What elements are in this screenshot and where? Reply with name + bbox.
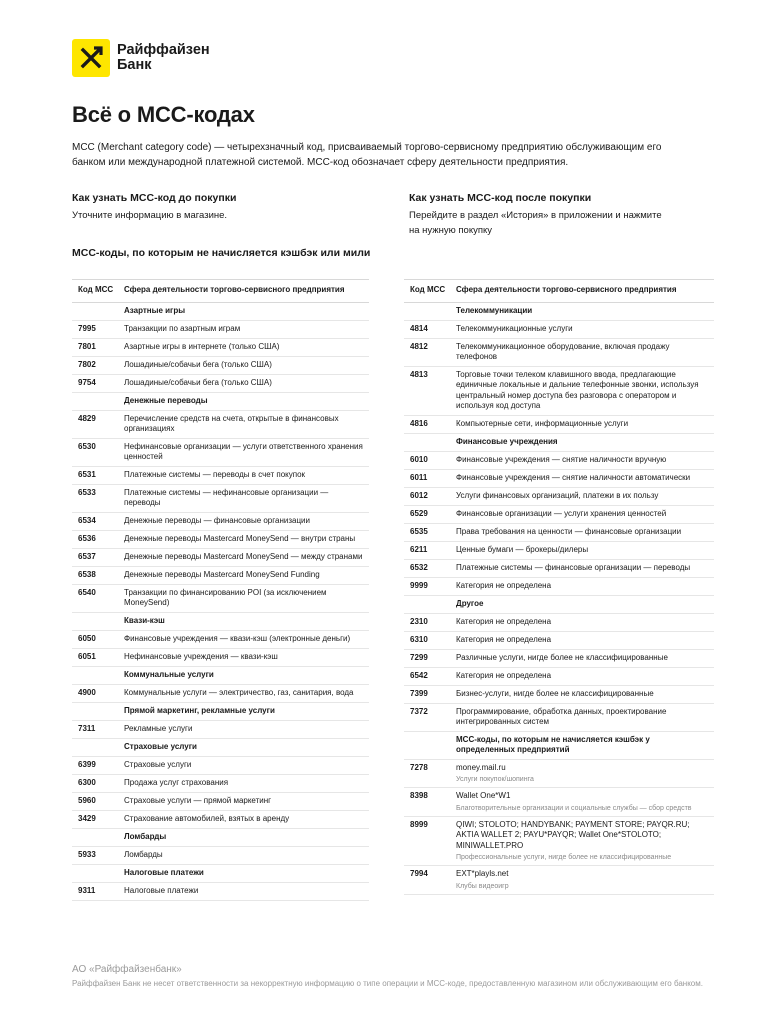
mcc-code: 6537 [78, 551, 96, 561]
mcc-description-text: Wallet One*W1 [456, 791, 511, 800]
table-row [404, 578, 714, 596]
mcc-description-text: Страхование автомобилей, взятых в аренду [124, 813, 290, 823]
mcc-description-text: Бизнес-услуги, нигде более не классифицированные [456, 688, 654, 698]
mcc-description-text: Финансовые учреждения — снятие наличности вручную [456, 454, 667, 464]
mcc-description [456, 324, 714, 335]
mcc-description [124, 588, 369, 609]
mcc-description-text: Категория не определена [456, 616, 552, 626]
category-row [72, 739, 369, 757]
table-row [404, 866, 714, 895]
mcc-code: 6534 [78, 515, 96, 525]
mcc-code: 7994 [410, 869, 428, 878]
mcc-description [124, 570, 369, 581]
mcc-description [456, 527, 714, 538]
table-row [72, 883, 369, 901]
table-row [404, 614, 714, 632]
category-row [404, 596, 714, 614]
brand-name-line1: Райффайзен [117, 42, 210, 58]
mcc-code: 6532 [410, 562, 428, 572]
mcc-description [124, 552, 369, 563]
category-row [72, 829, 369, 847]
table-row [72, 793, 369, 811]
category-row [404, 732, 714, 760]
category-row [404, 434, 714, 452]
mcc-code [404, 735, 456, 756]
how-before-block [72, 192, 372, 223]
mcc-code: 7311 [78, 723, 96, 733]
mcc-code: 7399 [410, 688, 428, 698]
mcc-description [456, 791, 714, 813]
mcc-code [404, 306, 456, 317]
mcc-description [124, 670, 369, 681]
mcc-code [404, 437, 456, 448]
mcc-description-text: Ломбарды [124, 831, 167, 841]
category-row [72, 393, 369, 411]
mcc-description-text: Компьютерные сети, информационные услуги [456, 418, 629, 428]
mcc-code: 4813 [410, 369, 428, 379]
table-row [72, 531, 369, 549]
mcc-description [124, 886, 369, 897]
mcc-description [456, 491, 714, 502]
mcc-code: 6012 [410, 490, 428, 500]
mcc-description [456, 509, 714, 520]
mcc-description [124, 360, 369, 371]
mcc-description [124, 342, 369, 353]
mcc-description [124, 760, 369, 771]
mcc-code: 4816 [410, 418, 428, 428]
mcc-code: 6010 [410, 454, 428, 464]
mcc-description-text: Налоговые платежи [124, 867, 204, 877]
mcc-description [124, 470, 369, 481]
mcc-description-text: Страховые услуги [124, 759, 192, 769]
mcc-description-text: Перечисление средств на счета, открытые в финансовых организациях [124, 413, 339, 433]
mcc-description-text: Платежные системы — нефинансовые организации — переводы [124, 487, 329, 507]
mcc-description-text: Телекоммуникации [456, 305, 533, 315]
mcc-code: 6050 [78, 633, 96, 643]
table-row [72, 811, 369, 829]
table-row [72, 321, 369, 339]
mcc-code: 6300 [78, 777, 96, 787]
table-row [404, 416, 714, 434]
mcc-code: 6011 [410, 472, 428, 482]
header-code: Код МСС [78, 285, 114, 294]
mcc-description-text: Платежные системы — переводы в счет покупок [124, 469, 306, 479]
mcc-code: 7299 [410, 652, 428, 662]
mcc-code: 9999 [410, 580, 428, 590]
table-row [72, 585, 369, 613]
brand-name-line2: Банк [117, 57, 152, 73]
table-row [404, 470, 714, 488]
table-row [72, 631, 369, 649]
mcc-code [404, 599, 456, 610]
mcc-description [124, 442, 369, 463]
mcc-description-text: Денежные переводы [124, 395, 208, 405]
mcc-description-text: Транзакции по финансированию POI (за исключением MoneySend) [124, 587, 327, 607]
mcc-description-text: Нефинансовые организации — услуги ответственного хранения ценностей [124, 441, 363, 461]
mcc-description [456, 869, 714, 891]
mcc-code: 6533 [78, 487, 96, 497]
brand-name [117, 43, 210, 73]
mcc-description-text: Финансовые учреждения [456, 436, 558, 446]
mcc-description-text: Финансовые учреждения — квази-кэш (электронные деньги) [124, 633, 351, 643]
table-row [404, 542, 714, 560]
mcc-description-text: Квази-кэш [124, 615, 165, 625]
mcc-description-text: Категория не определена [456, 670, 552, 680]
mcc-code: 9311 [78, 885, 96, 895]
table-row [72, 513, 369, 531]
header-desc: Сфера деятельности торгово-сервисного предприятия [456, 285, 677, 294]
table-row [72, 685, 369, 703]
table-row [72, 375, 369, 393]
mcc-code: 4829 [78, 413, 96, 423]
table-row [72, 339, 369, 357]
mcc-code [72, 832, 124, 843]
mcc-description [456, 599, 714, 610]
mcc-description-text: Азартные игры в интернете (только США) [124, 341, 280, 351]
mcc-description [456, 735, 714, 756]
mcc-code [72, 396, 124, 407]
mcc-code [72, 616, 124, 627]
mcc-description-text: Телекоммуникационные услуги [456, 323, 573, 333]
mcc-description [124, 534, 369, 545]
mcc-description-text: Коммунальные услуги — электричество, газ, санитария, вода [124, 687, 354, 697]
mcc-code [72, 306, 124, 317]
mcc-description-text: QIWI; STOLOTO; HANDYBANK; PAYMENT STORE; PAYQR.RU; AKTIA WALLET 2; PAYU*PAYQR; Wallet One*STOLOTO; MINIWALLET.PRO [456, 819, 690, 850]
mcc-description-text: Денежные переводы Mastercard MoneySend — внутри страны [124, 533, 356, 543]
category-row [72, 667, 369, 685]
mcc-code: 6529 [410, 508, 428, 518]
mcc-table-left [72, 279, 369, 901]
mcc-description [456, 689, 714, 700]
mcc-description-text: Продажа услуг страхования [124, 777, 229, 787]
intro-text: МСС (Merchant category code) — четырехзначный код, присваиваемый торгово-сервисному предприятию обслуживающим его банком или международной платежной системой. МСС-код обозначает сферу деятельности предприятия. [72, 142, 662, 168]
mcc-description [124, 868, 369, 879]
table-row [72, 757, 369, 775]
mcc-description [124, 814, 369, 825]
mcc-description-text: Услуги финансовых организаций, платежи в их пользу [456, 490, 659, 500]
mcc-description [124, 396, 369, 407]
mcc-table-right [404, 279, 714, 895]
mcc-description [456, 473, 714, 484]
table-row [404, 560, 714, 578]
mcc-description [124, 688, 369, 699]
mcc-note: Благотворительные организации и социальные службы — сбор средств [456, 804, 692, 812]
how-after-block [409, 192, 669, 238]
footer-company: АО «Райффайзенбанк» [72, 964, 182, 975]
mcc-code: 6051 [78, 651, 96, 661]
how-after-text: Перейдите в раздел «История» в приложении и нажмите на нужную покупку [409, 210, 662, 236]
mcc-description-text: Телекоммуникационное оборудование, включая продажу телефонов [456, 341, 670, 361]
mcc-code: 4900 [78, 687, 96, 697]
mcc-code: 3429 [78, 813, 96, 823]
table-row [404, 488, 714, 506]
mcc-code: 7372 [410, 706, 428, 716]
page-title: Всё о МСС-кодах [72, 102, 255, 127]
table-row [72, 567, 369, 585]
mcc-description [124, 324, 369, 335]
mcc-description-text: Программирование, обработка данных, проектирование интегрированных систем [456, 706, 667, 726]
table-row [404, 788, 714, 817]
mcc-description-text: Категория не определена [456, 634, 552, 644]
mcc-description [456, 820, 714, 863]
mcc-description [456, 707, 714, 728]
mcc-description-text: Денежные переводы Mastercard MoneySend — между странами [124, 551, 363, 561]
mcc-description-text: Транзакции по азартным играм [124, 323, 241, 333]
mcc-code: 8999 [410, 819, 428, 829]
mcc-code: 2310 [410, 616, 428, 626]
mcc-description-text: Страховые услуги [124, 741, 197, 751]
mcc-description-text: Азартные игры [124, 305, 186, 315]
category-row [72, 613, 369, 631]
mcc-description-text: Нефинансовые учреждения — квази-кэш [124, 651, 278, 661]
mcc-description [456, 370, 714, 412]
mcc-description-text: Лошадиные/собачьи бега (только США) [124, 377, 272, 387]
category-row [72, 865, 369, 883]
table-row [72, 721, 369, 739]
mcc-description-text: Денежные переводы Mastercard MoneySend Funding [124, 569, 320, 579]
table-header [404, 280, 714, 303]
table-row [404, 339, 714, 367]
mcc-description-text: Ценные бумаги — брокеры/дилеры [456, 544, 589, 554]
mcc-description [456, 455, 714, 466]
mcc-description [456, 653, 714, 664]
mcc-description-text: Ломбарды [124, 849, 163, 859]
mcc-description [124, 306, 369, 317]
mcc-code [72, 868, 124, 879]
footer-disclaimer: Райффайзен Банк не несет ответственности за некорректную информацию о типе операции и МСС-коде, предоставленную магазином или обслуживающим его банком. [72, 979, 703, 988]
mcc-description [456, 342, 714, 363]
mcc-description-text: Торговые точки телеком клавишного ввода, предлагающие единичные локальные и дальние телефонные звонки, используя центральный номер доступа без разговора с оператором и используя код доступа [456, 369, 699, 410]
how-after-title: Как узнать МСС-код после покупки [409, 192, 592, 204]
footer [72, 964, 712, 989]
mcc-description [124, 778, 369, 789]
header-desc: Сфера деятельности торгово-сервисного предприятия [124, 285, 345, 294]
mcc-description-text: EXT*playls.net [456, 869, 509, 878]
mcc-description [124, 652, 369, 663]
mcc-code: 6538 [78, 569, 96, 579]
mcc-description-text: Денежные переводы — финансовые организации [124, 515, 310, 525]
mcc-description [124, 488, 369, 509]
mcc-code: 4812 [410, 341, 428, 351]
mcc-description [456, 545, 714, 556]
how-before-title: Как узнать МСС-код до покупки [72, 192, 237, 204]
mcc-description-text: Коммунальные услуги [124, 669, 214, 679]
table-row [72, 549, 369, 567]
mcc-description [456, 581, 714, 592]
header-code: Код МСС [410, 285, 446, 294]
mcc-description [456, 763, 714, 785]
table-row [72, 649, 369, 667]
mcc-code: 6542 [410, 670, 428, 680]
mcc-code: 6536 [78, 533, 96, 543]
mcc-code: 8398 [410, 791, 428, 800]
mcc-code: 9754 [78, 377, 96, 387]
table-row [72, 467, 369, 485]
table-row [72, 357, 369, 375]
mcc-description [456, 563, 714, 574]
mcc-code: 7278 [410, 762, 428, 772]
mcc-description-text: Категория не определена [456, 580, 552, 590]
table-row [404, 321, 714, 339]
mcc-code: 6310 [410, 634, 428, 644]
mcc-code: 6211 [410, 544, 428, 554]
mcc-description [124, 516, 369, 527]
mcc-description [124, 414, 369, 435]
table-row [404, 817, 714, 867]
category-row [72, 303, 369, 321]
brand-header [72, 39, 210, 77]
table-header [72, 280, 369, 303]
mcc-description-text: Финансовые учреждения — снятие наличности автоматически [456, 472, 691, 482]
mcc-description [456, 671, 714, 682]
mcc-code [72, 670, 124, 681]
mcc-note: Клубы видеоигр [456, 882, 509, 890]
mcc-code [72, 742, 124, 753]
category-row [72, 703, 369, 721]
mcc-description [124, 706, 369, 717]
mcc-code: 6531 [78, 469, 96, 479]
mcc-description-text: money.mail.ru [456, 762, 506, 772]
mcc-description [456, 635, 714, 646]
mcc-description [124, 742, 369, 753]
mcc-description-text: Страховые услуги — прямой маркетинг [124, 795, 272, 805]
table-row [404, 704, 714, 732]
mcc-description-text: Права требования на ценности — финансовые организации [456, 526, 682, 536]
table-row [72, 439, 369, 467]
mcc-description-text: Платежные системы — финансовые организации — переводы [456, 562, 691, 572]
table-row [404, 632, 714, 650]
mcc-description [124, 634, 369, 645]
mcc-code: 7801 [78, 341, 96, 351]
mcc-code: 7995 [78, 323, 96, 333]
mcc-description [456, 419, 714, 430]
mcc-code: 5960 [78, 795, 96, 805]
mcc-description [456, 306, 714, 317]
category-row [404, 303, 714, 321]
mcc-description [124, 796, 369, 807]
mcc-description-text: Прямой маркетинг, рекламные услуги [124, 705, 275, 715]
mcc-code: 6540 [78, 587, 96, 597]
mcc-description [124, 378, 369, 389]
table-row [404, 367, 714, 416]
table-row [404, 524, 714, 542]
table-row [404, 506, 714, 524]
mcc-description-text: Налоговые платежи [124, 885, 199, 895]
mcc-description-text: Другое [456, 598, 484, 608]
table-row [72, 847, 369, 865]
mcc-code: 6535 [410, 526, 428, 536]
mcc-description-text: МСС-коды, по которым не начисляется кэшбэк у определенных предприятий [456, 734, 650, 754]
mcc-code: 6399 [78, 759, 96, 769]
mcc-description [124, 616, 369, 627]
mcc-description-text: Рекламные услуги [124, 723, 193, 733]
mcc-code: 7802 [78, 359, 96, 369]
mcc-note: Услуги покупок/шопинга [456, 776, 534, 783]
mcc-description-text: Лошадиные/собачьи бега (только США) [124, 359, 272, 369]
mcc-code: 5933 [78, 849, 96, 859]
how-before-text: Уточните информацию в магазине. [72, 210, 228, 221]
raiffeisen-logo-icon [72, 39, 110, 77]
table-row [404, 668, 714, 686]
table-row [404, 686, 714, 704]
mcc-code [72, 706, 124, 717]
table-row [72, 411, 369, 439]
mcc-description [456, 617, 714, 628]
mcc-description [124, 724, 369, 735]
mcc-description-text: Финансовые организации — услуги хранения ценностей [456, 508, 667, 518]
mcc-description [456, 437, 714, 448]
mcc-description [124, 832, 369, 843]
table-row [72, 775, 369, 793]
table-row [404, 452, 714, 470]
mcc-description [124, 850, 369, 861]
table-row [404, 650, 714, 668]
section-title: МСС-коды, по которым не начисляется кэшбэк или мили [72, 247, 371, 259]
mcc-note: Профессиональные услуги, нигде более не классифицированные [456, 854, 672, 861]
table-row [72, 485, 369, 513]
mcc-code: 6530 [78, 441, 96, 451]
mcc-description-text: Различные услуги, нигде более не классифицированные [456, 652, 668, 662]
mcc-code: 4814 [410, 323, 428, 333]
table-row [404, 760, 714, 789]
